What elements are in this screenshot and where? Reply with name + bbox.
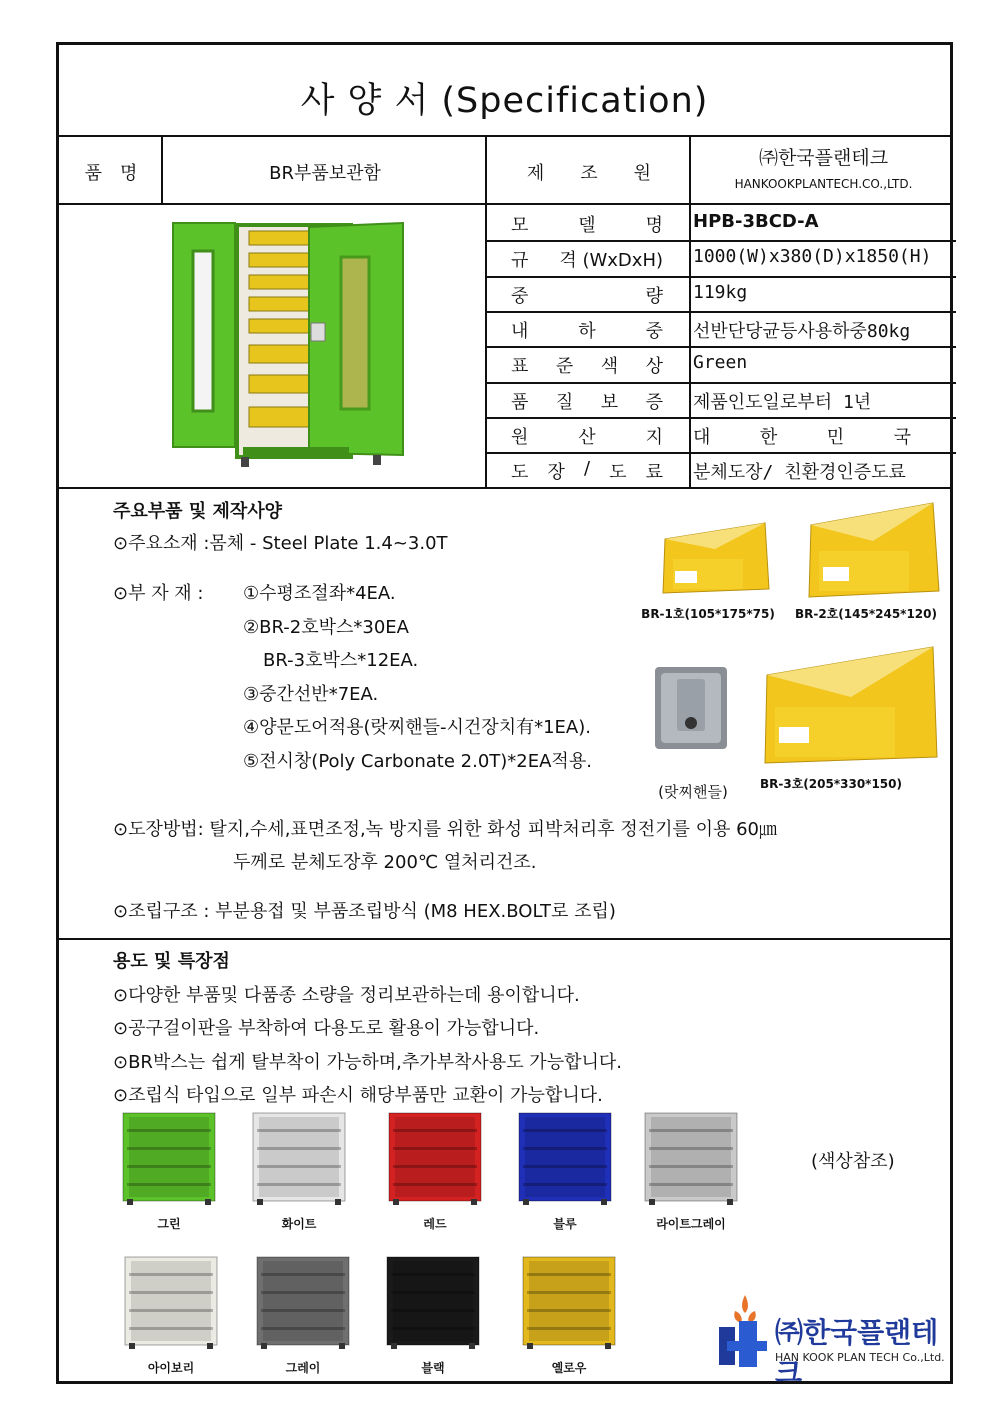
color-swatch	[521, 1255, 617, 1351]
spec-label-part: 내	[511, 320, 529, 342]
company-logo-icon	[715, 1291, 775, 1371]
spec-label-part: 량	[645, 285, 663, 307]
spec-label	[511, 388, 663, 414]
bin3-image	[761, 641, 941, 767]
spec-label	[511, 282, 663, 308]
sub-item: ②BR-2호박스*30EA	[243, 617, 409, 638]
spec-label-part: 품	[511, 391, 529, 413]
spec-label-part: 원	[511, 426, 529, 448]
color-swatch-label: 옐로우	[551, 1361, 587, 1375]
bin3-caption: BR-3호(205*330*150)	[760, 777, 902, 791]
sub-item: ③중간선반*7EA.	[243, 684, 379, 705]
spec-value-part: 민	[826, 426, 845, 448]
spec-label	[511, 458, 663, 484]
spec-label	[511, 211, 663, 237]
spec-label-part: 료	[645, 462, 663, 484]
spec-label-part: 지	[645, 426, 663, 448]
bin1-image	[655, 519, 775, 601]
spec-value: 1000(W)x380(D)x1850(H)	[693, 246, 932, 268]
features-section-title: 용도 및 특장점	[113, 951, 230, 972]
spec-row-divider	[487, 452, 956, 454]
spec-label-part: 표	[511, 356, 529, 378]
painting-method-cont: 두께로 분체도장후 200℃ 열처리건조.	[233, 852, 537, 873]
spec-value-part: 한	[759, 426, 778, 448]
spec-label-part: 산	[578, 426, 596, 448]
color-swatch-label: 아이보리	[147, 1361, 195, 1375]
spec-sheet	[56, 42, 953, 1389]
spec-value: 119kg	[693, 281, 748, 303]
spec-label-part: 명	[645, 215, 663, 236]
color-swatch-label: 블루	[553, 1217, 577, 1231]
spec-label-part: 보	[600, 391, 619, 413]
color-swatch	[385, 1255, 481, 1351]
maker-label: 제 조 원	[526, 163, 652, 184]
spec-label-part: 하	[578, 320, 596, 342]
sub-material-label: ⊙부 자 재 :	[113, 583, 204, 604]
spec-label-part: 도	[609, 462, 627, 484]
spec-label-part: 모	[511, 215, 529, 236]
spec-value: HPB-3BCD-A	[693, 211, 819, 232]
spec-label	[511, 317, 663, 343]
logo-name-en: HAN KOOK PLAN TECH Co.,Ltd.	[775, 1351, 945, 1364]
color-swatch-label: 블랙	[421, 1361, 445, 1375]
spec-value	[693, 423, 911, 449]
feature-item: ⊙BR박스는 쉽게 탈부착이 가능하며,추가부착사용도 가능합니다.	[113, 1052, 622, 1073]
spec-row-divider	[487, 240, 956, 242]
spec-value: Green	[693, 352, 748, 374]
color-swatch-label: 화이트	[281, 1217, 317, 1231]
maker-name-en: HANKOOKPLANTECH.CO.,LTD.	[734, 177, 913, 191]
spec-row-divider	[487, 311, 956, 313]
product-name: BR부품보관함	[269, 163, 381, 184]
spec-label-part: 장	[547, 462, 565, 484]
spec-value-part: 대	[693, 426, 711, 448]
header-row	[59, 137, 956, 203]
color-swatch-label: 레드	[423, 1217, 447, 1231]
feature-item: ⊙공구걸이판을 부착하여 다용도로 활용이 가능합니다.	[113, 1018, 540, 1039]
color-swatch	[123, 1255, 219, 1351]
color-swatch-label: 그린	[157, 1217, 181, 1231]
divider	[59, 487, 950, 489]
spec-label-part: 상	[645, 356, 663, 378]
spec-row-divider	[487, 417, 956, 419]
bin2-caption: BR-2호(145*245*120)	[795, 607, 937, 621]
maker-name: ㈜한국플랜테크	[758, 147, 889, 169]
spec-label-part: 중	[645, 320, 663, 342]
bin2-image	[803, 497, 943, 601]
color-swatch	[517, 1111, 613, 1207]
feature-item: ⊙다양한 부품및 다품종 소량을 정리보관하는데 용이합니다.	[113, 985, 580, 1006]
spec-label-part: 규	[511, 250, 529, 272]
spec-label-part: 색	[600, 356, 619, 378]
color-note: (색상참조)	[811, 1151, 895, 1172]
spec-value: 분체도장/ 친환경인증도료	[693, 462, 906, 484]
spec-label-part: 중	[511, 285, 529, 307]
spec-label-part: /	[583, 458, 591, 480]
assembly-structure: ⊙조립구조 : 부분용접 및 부품조립방식 (M8 HEX.BOLT로 조립)	[113, 901, 616, 922]
spec-label-part: 증	[645, 391, 663, 413]
spec-row-divider	[487, 346, 956, 348]
divider	[59, 938, 950, 940]
handle-caption: (랏찌핸들)	[658, 783, 728, 801]
spec-label	[511, 352, 663, 378]
color-swatch	[251, 1111, 347, 1207]
color-swatch	[387, 1111, 483, 1207]
sub-item: ⑤전시창(Poly Carbonate 2.0T)*2EA적용.	[243, 751, 592, 772]
feature-item: ⊙조립식 타입으로 일부 파손시 해당부품만 교환이 가능합니다.	[113, 1085, 603, 1106]
bin1-caption: BR-1호(105*175*75)	[641, 607, 775, 621]
sub-item: ④양문도어적용(랏찌핸들-시건장치有*1EA).	[243, 717, 591, 738]
logo-name: ㈜한국플랜테크	[775, 1316, 939, 1389]
spec-value: 제품인도일로부터 1년	[693, 391, 872, 413]
spec-value: 선반단당균등사용하중80kg	[693, 320, 911, 342]
spec-label-part: 질	[555, 391, 574, 413]
spec-label	[511, 423, 663, 449]
product-label: 품 명	[84, 163, 138, 184]
painting-method: ⊙도장방법: 탈지,수세,표면조정,녹 방지를 위한 화성 피박처리후 정전기를 이용 60㎛	[113, 819, 778, 840]
latch-handle-image	[655, 667, 727, 749]
spec-row-divider	[487, 276, 956, 278]
spec-label-part: 도	[511, 462, 529, 484]
spec-row-divider	[487, 382, 956, 384]
parts-section-title: 주요부품 및 제작사양	[113, 501, 283, 522]
color-swatch	[255, 1255, 351, 1351]
sub-item: BR-3호박스*12EA.	[263, 650, 419, 671]
color-swatch	[643, 1111, 739, 1207]
cabinet-image	[169, 217, 409, 479]
color-swatch-label: 그레이	[285, 1361, 321, 1375]
spec-label-part: 델	[578, 215, 596, 236]
color-swatch-label: 라이트그레이	[656, 1217, 726, 1231]
sub-item: ①수평조절좌*4EA.	[243, 583, 396, 604]
color-swatch	[121, 1111, 217, 1207]
page-title: 사 양 서 (Specification)	[300, 81, 709, 121]
spec-label-part: 격 (WxDxH)	[559, 250, 663, 272]
spec-label-part: 준	[555, 356, 574, 378]
spec-value-part: 국	[893, 426, 911, 448]
spec-label	[511, 246, 663, 272]
main-material: ⊙주요소재 :몸체 - Steel Plate 1.4~3.0T	[113, 533, 448, 554]
